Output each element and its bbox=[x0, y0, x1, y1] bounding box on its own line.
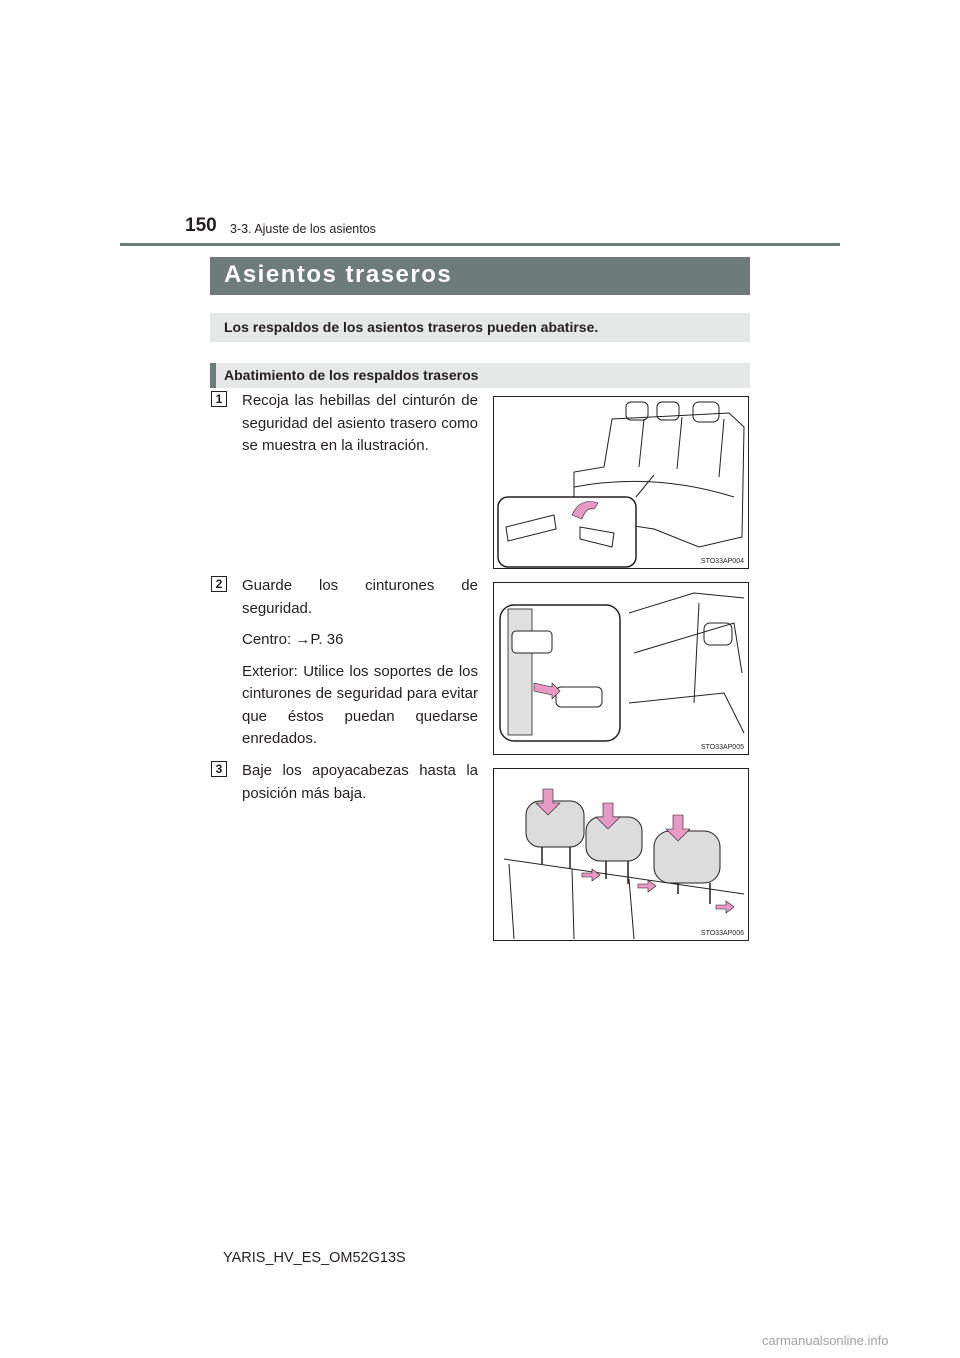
section-label: 3-3. Ajuste de los asientos bbox=[230, 222, 376, 236]
step-number-2: 2 bbox=[211, 576, 227, 592]
page-number: 150 bbox=[185, 215, 217, 236]
headrests-illustration bbox=[494, 769, 749, 941]
step-number-1: 1 bbox=[211, 391, 227, 407]
step-2-paragraph-3: Exterior: Utilice los soportes de los cinturones de seguridad para evitar que éstos puedan quedarse enredados. bbox=[242, 662, 478, 747]
figure-code: STO33AP006 bbox=[700, 930, 744, 937]
watermark: carmanualsonline.info bbox=[762, 1333, 889, 1348]
step-1-text bbox=[242, 390, 478, 467]
header-rule bbox=[120, 243, 840, 246]
step-1-paragraph: Recoja las hebillas del cinturón de seguridad del asiento trasero como se muestra en la ilustración. bbox=[242, 392, 478, 454]
footer-document-code: YARIS_HV_ES_OM52G13S bbox=[223, 1250, 406, 1266]
step-2-text bbox=[242, 575, 478, 760]
step-2-paragraph-1: Guarde los cinturones de seguridad. bbox=[242, 577, 478, 617]
rear-seat-illustration bbox=[494, 397, 749, 569]
step-2-paragraph-2: Centro: →P. 36 bbox=[242, 631, 344, 648]
figure-seat-belt-buckles bbox=[493, 396, 749, 569]
step-3-text bbox=[242, 760, 478, 814]
intro-text: Los respaldos de los asientos traseros pueden abatirse. bbox=[210, 313, 750, 342]
step-number-3: 3 bbox=[211, 761, 227, 777]
belt-holder-illustration bbox=[494, 583, 749, 755]
subheading: Abatimiento de los respaldos traseros bbox=[210, 363, 750, 388]
figure-headrests bbox=[493, 768, 749, 941]
figure-code: STO33AP005 bbox=[700, 744, 744, 751]
figure-code: STO33AP004 bbox=[700, 558, 744, 565]
page-title: Asientos traseros bbox=[210, 257, 750, 295]
step-3-paragraph: Baje los apoyacabezas hasta la posición más baja. bbox=[242, 762, 478, 802]
figure-belt-holders bbox=[493, 582, 749, 755]
